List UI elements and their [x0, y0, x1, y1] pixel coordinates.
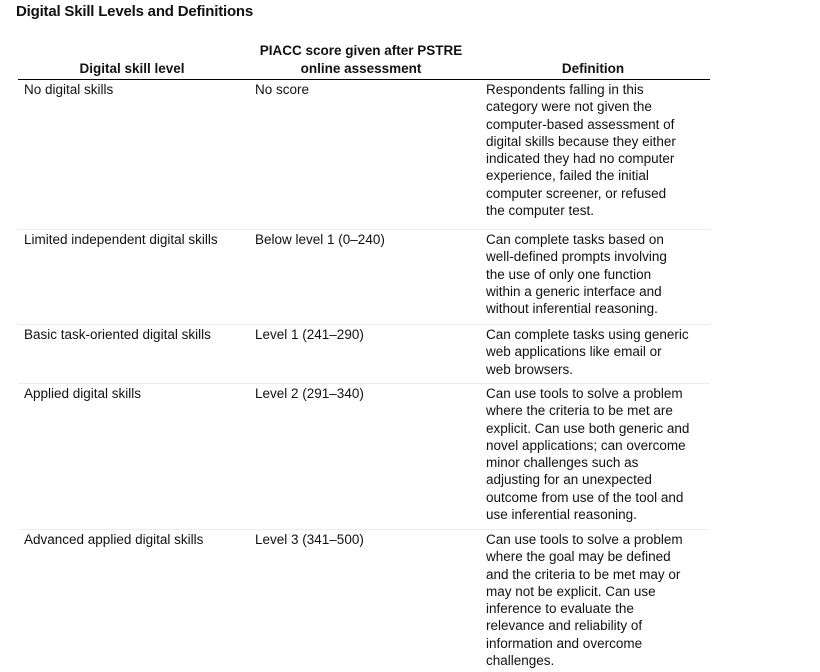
definition-line: adjusting for an unexpected: [486, 472, 652, 488]
definition-line: experience, failed the initial: [486, 168, 649, 184]
score-cell: No score: [255, 82, 310, 97]
definition-line: where the criteria to be met are: [486, 403, 673, 419]
header-piacc-score-line-2: online assessment: [300, 61, 422, 76]
header-piacc-score-line-1: PIACC score given after PSTRE: [259, 43, 463, 58]
definition-line: outcome from use of the tool and: [486, 489, 684, 505]
definition-cell: [486, 531, 710, 669]
definition-line: Respondents falling in this: [486, 82, 644, 97]
definition-line: challenges.: [486, 653, 555, 669]
header-digital-skill-level: Digital skill level: [79, 61, 185, 76]
table-row: [18, 80, 710, 230]
skill-level-cell: Applied digital skills: [24, 386, 142, 401]
definition-line: web applications like email or: [486, 344, 662, 360]
definition-line: inference to evaluate the: [486, 601, 634, 617]
definition-line: indicated they had no computer: [486, 151, 675, 167]
definition-line: novel applications; can overcome: [486, 437, 686, 453]
table-row: [18, 230, 710, 325]
definition-line: the computer test.: [486, 203, 595, 219]
definition-line: minor challenges such as: [486, 455, 639, 471]
skill-levels-table: [18, 41, 710, 672]
header-piacc-score: [246, 42, 476, 78]
definition-line: Can use tools to solve a problem: [486, 386, 683, 401]
definition-cell: [486, 231, 710, 317]
score-cell: Level 1 (241–290): [255, 327, 364, 342]
header-definition: Definition: [561, 61, 625, 76]
table-row: [18, 384, 710, 530]
skill-level-cell: Advanced applied digital skills: [24, 532, 204, 547]
definition-line: the use of only one function: [486, 266, 652, 282]
skill-level-cell: Basic task-oriented digital skills: [24, 327, 211, 342]
score-cell: Level 3 (341–500): [255, 532, 364, 547]
definition-line: digital skills because they either: [486, 133, 676, 149]
table-row: [18, 325, 710, 384]
skill-level-cell: Limited independent digital skills: [24, 232, 218, 247]
score-cell: Below level 1 (0–240): [255, 232, 385, 247]
definition-cell: [486, 385, 710, 523]
definition-line: use inferential reasoning.: [486, 507, 637, 523]
score-cell: Level 2 (291–340): [255, 386, 364, 401]
definition-line: without inferential reasoning.: [486, 301, 658, 317]
definition-line: Can use tools to solve a problem: [486, 532, 683, 547]
table-row: [18, 530, 710, 672]
definition-line: Can complete tasks based on: [486, 232, 664, 247]
definition-line: information and overcome: [486, 635, 643, 651]
document-title: Digital Skill Levels and Definitions: [16, 3, 254, 20]
definition-line: within a generic interface and: [486, 283, 662, 299]
definition-cell: [486, 81, 710, 219]
definition-line: may not be explicit. Can use: [486, 583, 656, 599]
definition-line: computer screener, or refused: [486, 185, 667, 201]
definition-line: and the criteria to be met may or: [486, 566, 681, 582]
skill-level-cell: No digital skills: [24, 82, 114, 97]
definition-line: web browsers.: [486, 361, 574, 377]
definition-line: computer-based assessment of: [486, 116, 675, 132]
definition-cell: [486, 326, 710, 378]
definition-line: where the goal may be defined: [486, 549, 671, 565]
definition-line: relevance and reliability of: [486, 618, 643, 634]
table-header-row: [18, 41, 710, 80]
definition-line: explicit. Can use both generic and: [486, 420, 690, 436]
definition-line: well-defined prompts involving: [486, 249, 667, 265]
definition-line: category were not given the: [486, 99, 652, 115]
definition-line: Can complete tasks using generic: [486, 327, 689, 342]
